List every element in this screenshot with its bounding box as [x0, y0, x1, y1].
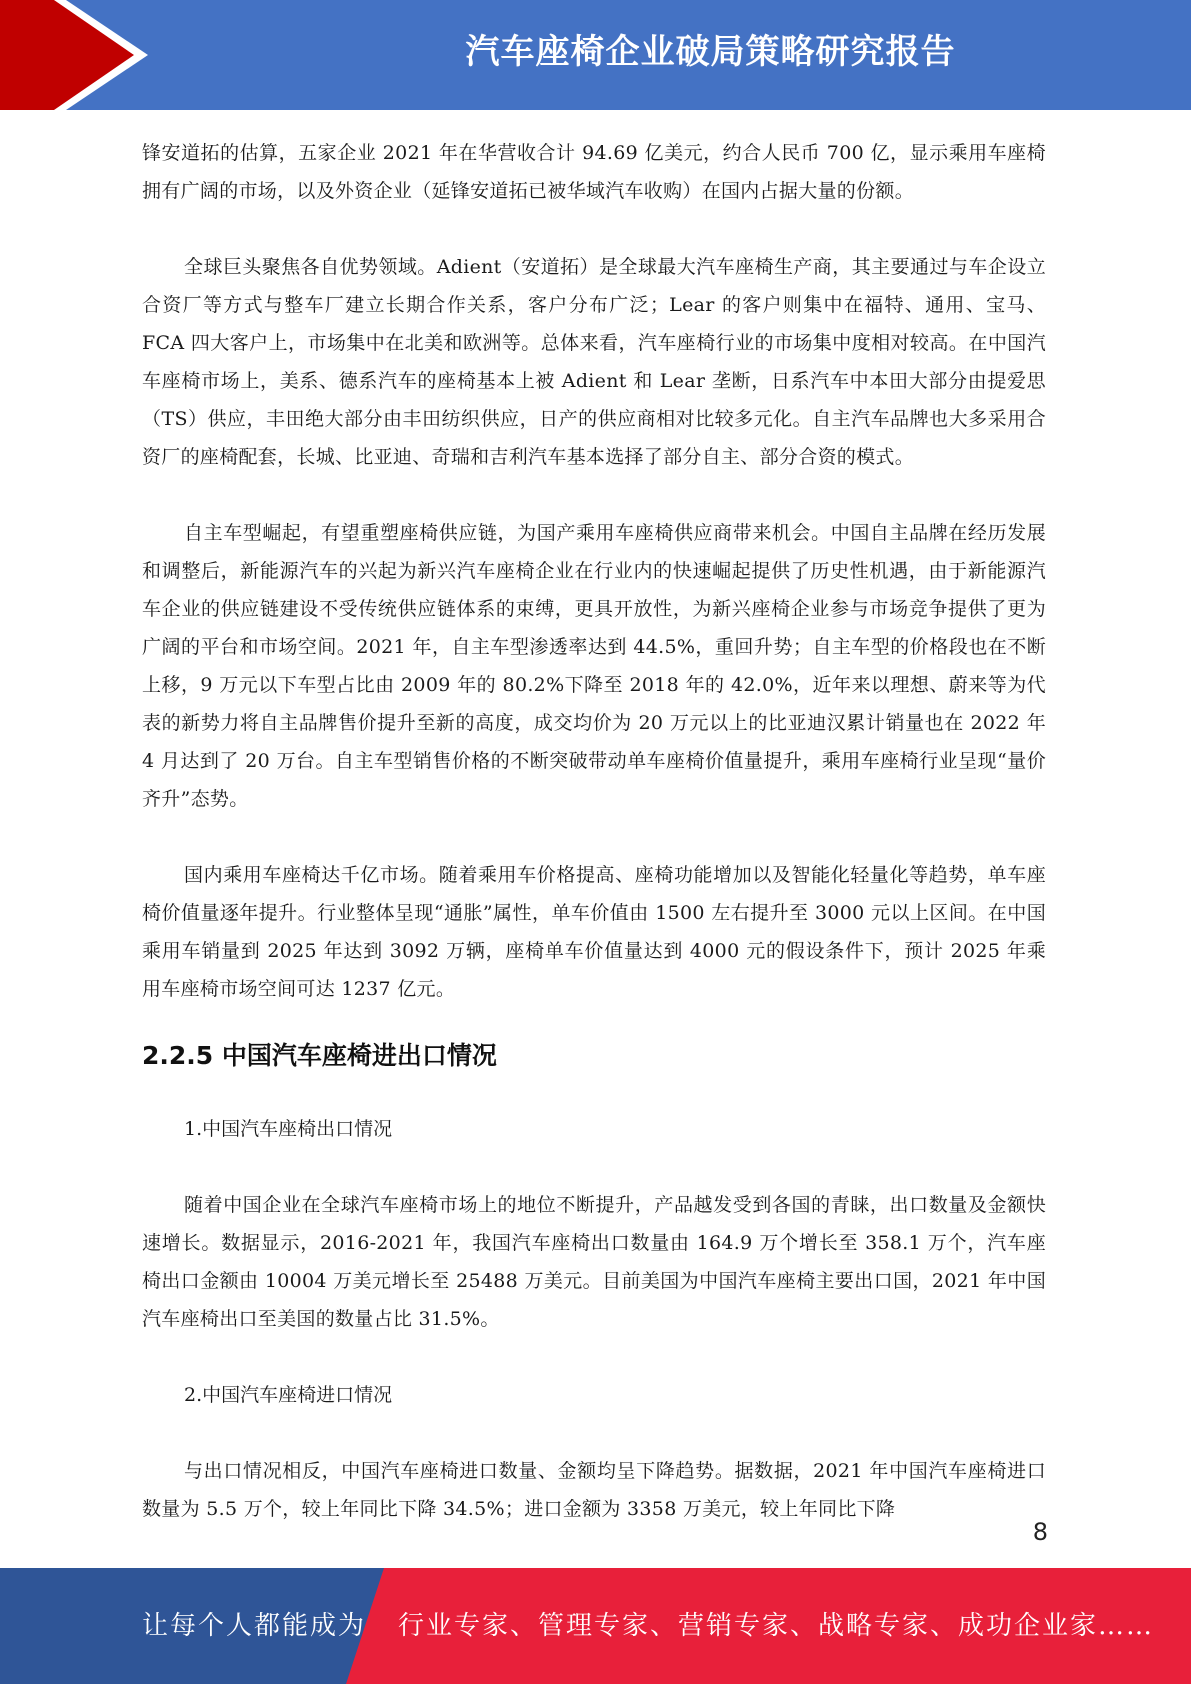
- header-banner: [0, 0, 1191, 110]
- paragraph-export: 随着中国企业在全球汽车座椅市场上的地位不断提升，产品越发受到各国的青睐，出口数量及金额快速增长。数据显示，2016-2021 年，我国汽车座椅出口数量由 164.9 万个增长至 358.1 万个，汽车座椅出口金额由 10004 万美元增长至 25488 万美元。目前美国为中国汽车座椅主要出口国，2021 年中国汽车座椅出口至美国的数量占比 31.5%。: [142, 1194, 1046, 1330]
- subheading-export: 1.中国汽车座椅出口情况: [184, 1118, 393, 1140]
- footer-slogan-left: 让每个人都能成为: [142, 1611, 367, 1641]
- paragraph-market-size: 国内乘用车座椅达千亿市场。随着乘用车价格提高、座椅功能增加以及智能化轻量化等趋势，单车座椅价值量逐年提升。行业整体呈现“通胀”属性，单车价值由 1500 左右提升至 3000 元以上区间。在中国乘用车销量到 2025 年达到 3092 万辆，座椅单车价值量达到 4000 元的假设条件下，预计 2025 年乘用车座椅市场空间可达 1237 亿元。: [142, 864, 1046, 1000]
- footer-banner: [0, 1568, 1191, 1684]
- paragraph-domestic-brands: 自主车型崛起，有望重塑座椅供应链，为国产乘用车座椅供应商带来机会。中国自主品牌在经历发展和调整后，新能源汽车的兴起为新兴汽车座椅企业在行业内的快速崛起提供了历史性机遇，由于新能源汽车企业的供应链建设不受传统供应链体系的束缚，更具开放性，为新兴座椅企业参与市场竞争提供了更为广阔的平台和市场空间。2021 年，自主车型渗透率达到 44.5%，重回升势；自主车型的价格段也在不断上移，9 万元以下车型占比由 2009 年的 80.2%下降至 2018 年的 42.0%，近年来以理想、蔚来等为代表的新势力将自主品牌售价提升至新的高度，成交均价为 20 万元以上的比亚迪汉累计销量也在 2022 年 4 月达到了 20 万台。自主车型销售价格的不断突破带动单车座椅价值量提升，乘用车座椅行业呈现“量价齐升”态势。: [142, 522, 1046, 810]
- subheading-import: 2.中国汽车座椅进口情况: [184, 1384, 393, 1406]
- paragraph-global-giants: 全球巨头聚焦各自优势领域。Adient（安道拓）是全球最大汽车座椅生产商，其主要通过与车企设立合资厂等方式与整车厂建立长期合作关系，客户分布广泛；Lear 的客户则集中在福特、通用、宝马、FCA 四大客户上，市场集中在北美和欧洲等。总体来看，汽车座椅行业的市场集中度相对较高。在中国汽车座椅市场上，美系、德系汽车的座椅基本上被 Adient 和 Lear 垄断，日系汽车中本田大部分由提爱思（TS）供应，丰田绝大部分由丰田纺织供应，日产的供应商相对比较多元化。自主汽车品牌也大多采用合资厂的座椅配套，长城、比亚迪、奇瑞和吉利汽车基本选择了部分自主、部分合资的模式。: [142, 256, 1046, 468]
- paragraph-continued: 锋安道拓的估算，五家企业 2021 年在华营收合计 94.69 亿美元，约合人民币 700 亿，显示乘用车座椅拥有广阔的市场，以及外资企业（延锋安道拓已被华域汽车收购）在国内占据大量的份额。: [142, 142, 1046, 202]
- report-title: 汽车座椅企业破局策略研究报告: [465, 32, 956, 72]
- page-number: 8: [1032, 1518, 1048, 1546]
- document-body: [142, 134, 1046, 1528]
- paragraph-import: 与出口情况相反，中国汽车座椅进口数量、金额均呈下降趋势。据数据，2021 年中国汽车座椅进口数量为 5.5 万个，较上年同比下降 34.5%；进口金额为 3358 万美元，较上年同比下降: [142, 1460, 1046, 1520]
- footer-slogan-right: 行业专家、管理专家、营销专家、战略专家、成功企业家……: [398, 1611, 1155, 1641]
- section-heading: 2.2.5 中国汽车座椅进出口情况: [142, 1041, 497, 1070]
